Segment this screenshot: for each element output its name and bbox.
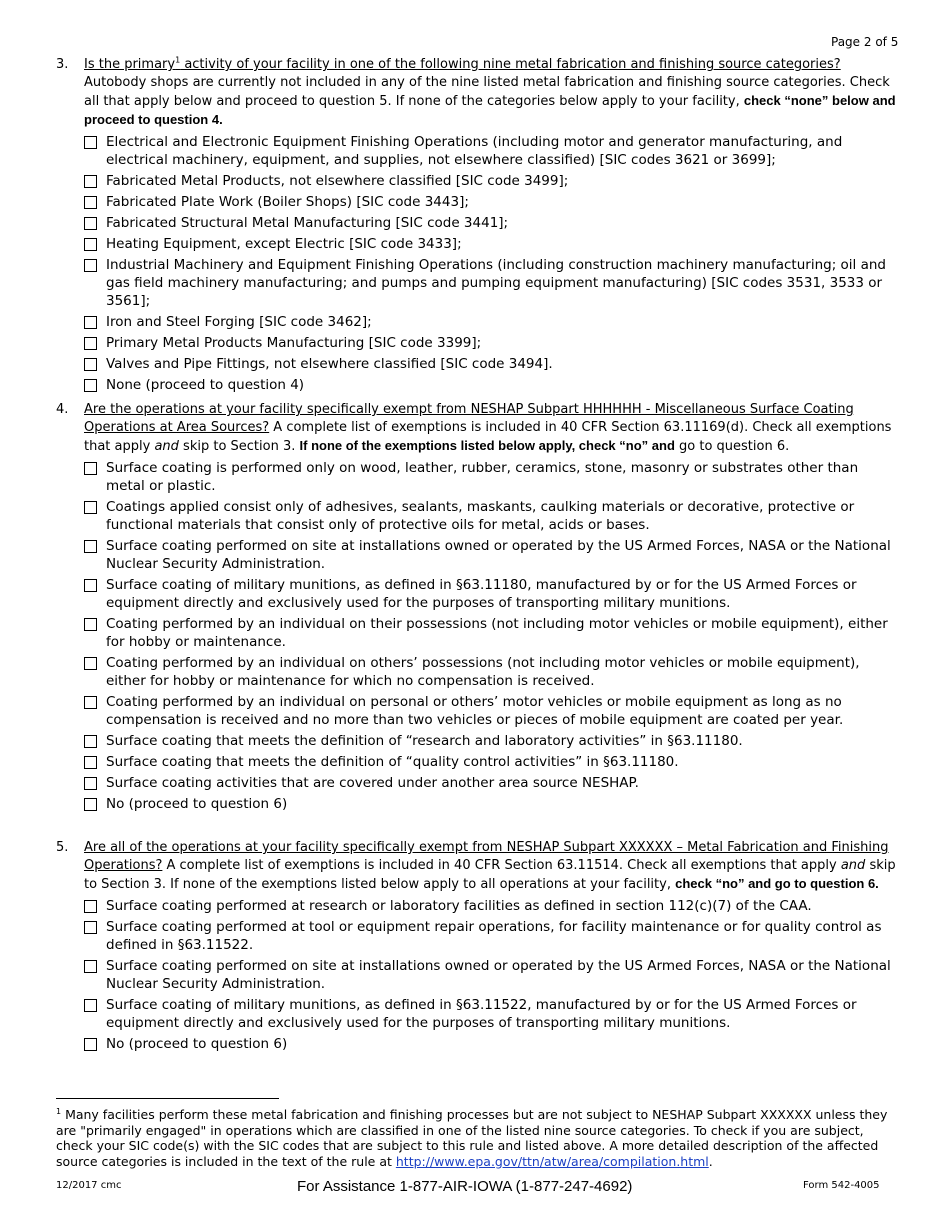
checkbox[interactable] — [84, 921, 97, 934]
question-5-italic: and — [840, 858, 866, 873]
question-4-instructions-2: skip to Section 3. — [178, 439, 300, 454]
checkbox-label: None (proceed to question 4) — [106, 377, 305, 393]
checkbox[interactable] — [84, 579, 97, 592]
checkbox[interactable] — [84, 217, 97, 230]
question-number: 3. — [56, 57, 69, 72]
checkbox-option — [84, 957, 898, 993]
checkbox-label: No (proceed to question 6) — [106, 796, 288, 812]
checkbox[interactable] — [84, 358, 97, 371]
question-4-title: Are the operations at your facility specifically exempt from NESHAP Subpart HHHHHH - Miscellaneous Surface Coating Operations at Area Sources? — [84, 402, 854, 435]
question-3-title — [84, 57, 841, 72]
question-4-italic: and — [154, 439, 179, 454]
checkbox-label: Iron and Steel Forging [SIC code 3462]; — [106, 314, 372, 330]
question-number: 5. — [56, 840, 69, 855]
checkbox-option — [84, 498, 898, 534]
checkbox-option — [84, 996, 898, 1032]
checkbox-option — [84, 256, 898, 310]
checkbox-label: Heating Equipment, except Electric [SIC code 3433]; — [106, 236, 462, 252]
checkbox-option — [84, 693, 898, 729]
question-4-instructions: A complete list of exemptions is included in 40 CFR Section 63.11169(d). Check all exemptions that apply — [84, 420, 892, 454]
footnote-end: . — [708, 1153, 713, 1169]
checkbox[interactable] — [84, 196, 97, 209]
question-number: 4. — [56, 402, 69, 417]
page-number: Page 2 of 5 — [831, 35, 899, 49]
checkbox[interactable] — [84, 777, 97, 790]
checkbox[interactable] — [84, 756, 97, 769]
checkbox[interactable] — [84, 999, 97, 1012]
question-5-options — [56, 897, 898, 1053]
checkbox[interactable] — [84, 798, 97, 811]
checkbox[interactable] — [84, 238, 97, 251]
question-3-bold-instruction: check “none” below and proceed to question 4. — [84, 93, 896, 127]
checkbox-option — [84, 615, 898, 651]
checkbox[interactable] — [84, 501, 97, 514]
question-3-title-a: Is the primary — [84, 57, 176, 72]
checkbox-option — [84, 918, 898, 954]
checkbox-label: Surface coating is performed only on wood, leather, rubber, ceramics, stone, masonry or substrates other than metal or plastic. — [106, 460, 859, 494]
question-4-bold-instruction: If none of the exemptions listed below apply, check “no” and — [299, 438, 675, 453]
checkbox-label: Coating performed by an individual on personal or others’ motor vehicles or mobile equipment as long as no compensation is received and no more than two vehicles or pieces of mobile equipment are coated per year. — [106, 694, 844, 728]
checkbox-label: Surface coating that meets the definition of “research and laboratory activities” in §63.11180. — [106, 733, 743, 749]
checkbox[interactable] — [84, 735, 97, 748]
checkbox-option — [84, 654, 898, 690]
checkbox-label: Surface coating that meets the definition of “quality control activities” in §63.11180. — [106, 754, 679, 770]
checkbox[interactable] — [84, 259, 97, 272]
checkbox-label: Coating performed by an individual on their possessions (not including motor vehicles or mobile equipment), either for hobby or maintenance. — [106, 616, 888, 650]
checkbox-option — [84, 376, 898, 394]
checkbox[interactable] — [84, 136, 97, 149]
footnote — [56, 1107, 898, 1169]
question-5 — [56, 839, 898, 1056]
checkbox[interactable] — [84, 657, 97, 670]
checkbox-label: Surface coating of military munitions, as defined in §63.11180, manufactured by or for the US Armed Forces or equipment directly and exclusively used for the purposes of transporting military munitions. — [106, 577, 857, 611]
checkbox-option — [84, 774, 898, 792]
checkbox-label: Surface coating of military munitions, as defined in §63.11522, manufactured by or for the US Armed Forces or equipment directly and exclusively used for the purposes of transporting military munitions. — [106, 997, 857, 1031]
checkbox-option — [84, 1035, 898, 1053]
checkbox-label: Fabricated Structural Metal Manufacturing [SIC code 3441]; — [106, 215, 509, 231]
checkbox[interactable] — [84, 618, 97, 631]
checkbox[interactable] — [84, 1038, 97, 1051]
checkbox-option — [84, 313, 898, 331]
form-date: 12/2017 cmc — [56, 1180, 122, 1191]
checkbox[interactable] — [84, 540, 97, 553]
checkbox-label: No (proceed to question 6) — [106, 1036, 288, 1052]
checkbox[interactable] — [84, 379, 97, 392]
question-5-instructions: A complete list of exemptions is included in 40 CFR Section 63.11514. Check all exemptions that apply — [162, 858, 841, 873]
checkbox[interactable] — [84, 175, 97, 188]
footnote-ref: 1 — [175, 55, 181, 65]
checkbox-option — [84, 133, 898, 169]
checkbox-label: Surface coating activities that are covered under another area source NESHAP. — [106, 775, 639, 791]
checkbox-label: Electrical and Electronic Equipment Finishing Operations (including motor and generator manufacturing, and electrical machinery, equipment, and supplies, not elsewhere classified) [SIC codes 3621 or 3699]; — [106, 134, 843, 168]
checkbox-label: Valves and Pipe Fittings, not elsewhere classified [SIC code 3494]. — [106, 356, 553, 372]
checkbox-option — [84, 537, 898, 573]
question-5-title: Are all of the operations at your facility specifically exempt from NESHAP Subpart XXXXXX – Metal Fabrication and Finishing Operations? — [84, 840, 889, 873]
question-3-options — [56, 133, 898, 394]
checkbox[interactable] — [84, 960, 97, 973]
question-3 — [56, 56, 898, 397]
checkbox-option — [84, 214, 898, 232]
checkbox-option — [84, 459, 898, 495]
question-5-bold-instruction: check “no” and go to question 6. — [675, 876, 879, 891]
question-5-header — [56, 839, 898, 894]
checkbox[interactable] — [84, 696, 97, 709]
checkbox-option — [84, 193, 898, 211]
checkbox[interactable] — [84, 337, 97, 350]
checkbox-option — [84, 334, 898, 352]
checkbox-label: Primary Metal Products Manufacturing [SIC code 3399]; — [106, 335, 482, 351]
footnote-mark: 1 — [56, 1106, 62, 1116]
checkbox[interactable] — [84, 462, 97, 475]
checkbox-option — [84, 795, 898, 813]
checkbox-label: Fabricated Plate Work (Boiler Shops) [SIC code 3443]; — [106, 194, 469, 210]
assistance-line: For Assistance 1-877-AIR-IOWA (1-877-247-4692) — [297, 1178, 633, 1195]
checkbox[interactable] — [84, 900, 97, 913]
checkbox-label: Fabricated Metal Products, not elsewhere classified [SIC code 3499]; — [106, 173, 569, 189]
checkbox-label: Coatings applied consist only of adhesives, sealants, maskants, caulking materials or decorative, protective or functional materials that consist only of protective oils for metal, acids or bases. — [106, 499, 855, 533]
checkbox-label: Surface coating performed on site at installations owned or operated by the US Armed Forces, NASA or the National Nuclear Security Administration. — [106, 538, 891, 572]
epa-link[interactable]: http://www.epa.gov/ttn/atw/area/compilation.html — [395, 1153, 709, 1169]
checkbox-label: Coating performed by an individual on others’ possessions (not including motor vehicles or mobile equipment), either for hobby or maintenance for which no compensation is received. — [106, 655, 860, 689]
checkbox-option — [84, 172, 898, 190]
checkbox-option — [84, 355, 898, 373]
checkbox-label: Industrial Machinery and Equipment Finishing Operations (including construction machinery manufacturing; oil and gas field machinery manufacturing; and pumps and pumping equipment manufacturing) [SIC codes 3531, 3533 or 3561]; — [106, 257, 886, 309]
question-5-instructions-2: skip to Section 3. If none of the exemptions listed below apply to all operations at your facility, — [84, 858, 896, 892]
checkbox-label: Surface coating performed on site at installations owned or operated by the US Armed Forces, NASA or the National Nuclear Security Administration. — [106, 958, 891, 992]
checkbox-option — [84, 576, 898, 612]
question-4-instructions-3: go to question 6. — [674, 439, 790, 454]
checkbox-option — [84, 753, 898, 771]
checkbox-option — [84, 732, 898, 750]
checkbox-option — [84, 235, 898, 253]
checkbox-label: Surface coating performed at research or laboratory facilities as defined in section 112(c)(7) of the CAA. — [106, 898, 812, 914]
question-4-header — [56, 401, 898, 456]
form-number: Form 542-4005 — [803, 1180, 880, 1191]
question-3-header — [56, 56, 898, 130]
footnote-text: Many facilities perform these metal fabrication and finishing processes but are not subject to NESHAP Subpart XXXXXX unless they are "primarily engaged" in operations which are classified in one of the listed nine source categories. To check if you are subject, check your SIC code(s) with the SIC codes that are subject to this rule and listed above. A more detailed description of the affected source categories is included in the text of the rule at — [56, 1107, 888, 1169]
checkbox[interactable] — [84, 316, 97, 329]
footnote-separator — [56, 1098, 279, 1099]
checkbox-label: Surface coating performed at tool or equipment repair operations, for facility maintenance or for quality control as defined in §63.11522. — [106, 919, 882, 953]
question-3-title-b: activity of your facility in one of the following nine metal fabrication and finishing source categories? — [180, 57, 841, 72]
question-4 — [56, 401, 898, 816]
checkbox-option — [84, 897, 898, 915]
question-4-options — [56, 459, 898, 813]
question-3-instructions: Autobody shops are currently not included in any of the nine listed metal fabrication and finishing source categories. Check all that apply below and proceed to question 5. If none of the categories below apply to your facility, — [84, 75, 890, 109]
